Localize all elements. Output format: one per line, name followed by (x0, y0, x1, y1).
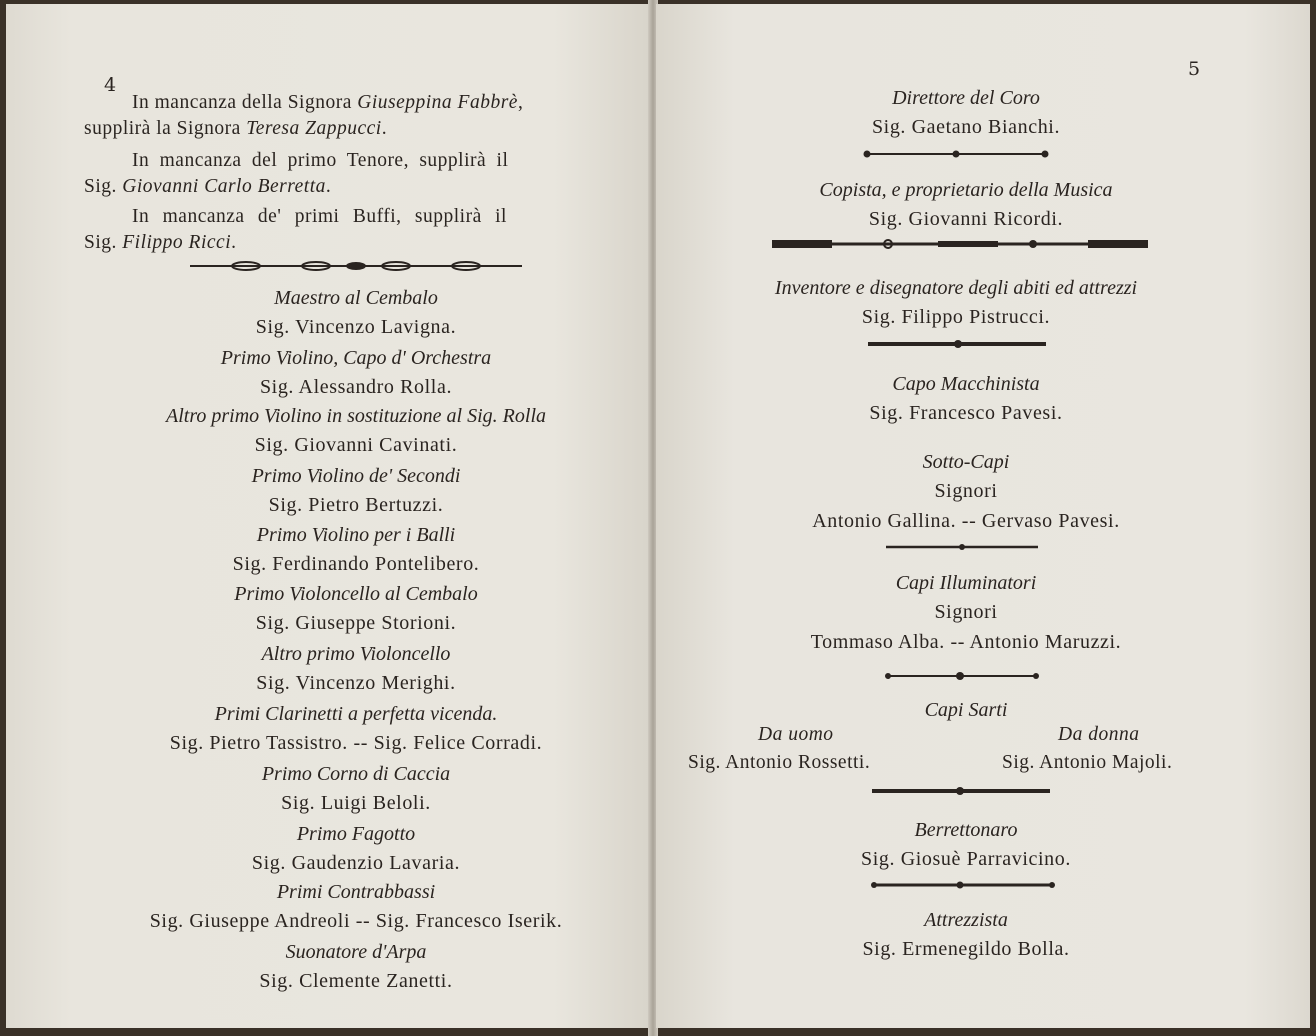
sarti-left-name: Sig. Antonio Rossetti. (688, 752, 871, 773)
entry-role: Maestro al Cembalo (274, 287, 438, 309)
entry-altro-primo-violino (6, 402, 650, 460)
intro-line: supplirà la Signora Teresa Zappucci. (84, 118, 388, 139)
entry-role: Berrettonaro (914, 819, 1018, 841)
entry-name: Sig. Giuseppe Andreoli -- Sig. Francesco Iserik. (149, 910, 563, 932)
entry-role: Primo Violino per i Balli (256, 524, 456, 546)
entry-fagotto (6, 820, 650, 878)
entry-name: Antonio Gallina. -- Gervaso Pavesi. (812, 510, 1120, 532)
entry-name: Sig. Pietro Tassistro. -- Sig. Felice Corradi. (169, 732, 543, 754)
entry-maestro (6, 284, 650, 342)
entry-name: Sig. Giovanni Cavinati. (254, 434, 458, 456)
entry-name: Sig. Giosuè Parravicino. (861, 848, 1071, 870)
sarti-right-label: Da donna (1058, 724, 1140, 745)
entry-clarinetti (6, 700, 650, 758)
ornament-divider (882, 671, 1042, 681)
entry-name: Sig. Alessandro Rolla. (259, 376, 453, 398)
entry-violino-secondi (6, 462, 650, 520)
entry-role: Sotto-Capi (922, 451, 1010, 473)
ornament-divider (868, 786, 1054, 796)
entry-altro-violoncello (6, 640, 650, 698)
entry-copista (656, 176, 1276, 234)
entry-role: Attrezzista (924, 909, 1008, 931)
entry-name: Sig. Pietro Bertuzzi. (268, 494, 444, 516)
intro-line: In mancanza del primo Tenore, supplirà il (132, 150, 509, 171)
entry-inventore (676, 274, 1236, 332)
entry-role: Altro primo Violoncello (261, 643, 451, 665)
entry-name: Sig. Francesco Pavesi. (869, 402, 1063, 424)
ornament-divider (861, 149, 1051, 159)
entry-name: Sig. Clemente Zanetti. (259, 970, 453, 992)
entry-direttore-coro (656, 84, 1276, 142)
entry-subtitle: Signori (934, 601, 998, 623)
entry-name: Sig. Gaudenzio Lavaria. (251, 852, 461, 874)
entry-corno (6, 760, 650, 818)
entry-name: Sig. Giovanni Ricordi. (868, 208, 1064, 230)
entry-name: Sig. Vincenzo Lavigna. (255, 316, 457, 338)
intro-line: Sig. Filippo Ricci. (84, 232, 237, 253)
entry-role: Capo Macchinista (892, 373, 1040, 395)
entry-illuminatori (656, 569, 1276, 657)
entry-violoncello-cembalo (6, 580, 650, 638)
intro-line: In mancanza de' primi Buffi, supplirà il (132, 206, 507, 227)
entry-role: Primo Violino de' Secondi (251, 465, 461, 487)
entry-attrezzista (656, 906, 1276, 964)
entry-role: Altro primo Violino in sostituzione al Sig. Rolla (165, 405, 546, 427)
ornament-divider (186, 260, 526, 272)
entry-name: Sig. Ermenegildo Bolla. (862, 938, 1070, 960)
entry-primo-violino (6, 344, 650, 402)
entry-role: Inventore e disegnatore degli abiti ed attrezzi (774, 277, 1138, 299)
page-number: 5 (1188, 58, 1201, 80)
entry-macchinista (656, 370, 1276, 428)
entry-role: Primo Fagotto (296, 823, 416, 845)
ornament-divider (768, 238, 1152, 250)
entry-berrettonaro (656, 816, 1276, 874)
right-page (656, 4, 1310, 1028)
entry-role: Primi Contrabbassi (276, 881, 436, 903)
ornament-divider (864, 339, 1050, 349)
entry-role: Primo Corno di Caccia (261, 763, 451, 785)
entry-name: Sig. Vincenzo Merighi. (256, 672, 456, 694)
intro-line: Sig. Giovanni Carlo Berretta. (84, 176, 332, 197)
ornament-divider (882, 542, 1042, 552)
entry-violino-balli (6, 521, 650, 579)
entry-sotto-capi (656, 448, 1276, 536)
entry-name: Sig. Luigi Beloli. (281, 792, 431, 814)
entry-role: Primi Clarinetti a perfetta vicenda. (214, 703, 498, 725)
entry-role: Capi Sarti (924, 699, 1008, 721)
ornament-divider (868, 880, 1058, 890)
entry-role: Primo Violino, Capo d' Orchestra (220, 347, 492, 369)
entry-subtitle: Signori (934, 480, 998, 502)
entry-name: Sig. Gaetano Bianchi. (871, 116, 1061, 138)
sarti-right-name: Sig. Antonio Majoli. (1002, 752, 1173, 773)
page-number: 4 (104, 74, 117, 96)
sarti-left-label: Da uomo (758, 724, 834, 745)
intro-line: In mancanza della Signora Giuseppina Fabbrè, (132, 92, 524, 113)
entry-role: Direttore del Coro (892, 87, 1040, 109)
entry-name: Sig. Giuseppe Storioni. (255, 612, 457, 634)
entry-arpa (6, 938, 650, 996)
entry-capi-sarti (656, 696, 1276, 724)
entry-role: Copista, e proprietario della Musica (819, 179, 1113, 201)
entry-role: Primo Violoncello al Cembalo (234, 583, 478, 605)
entry-role: Suonatore d'Arpa (285, 941, 427, 963)
entry-name: Sig. Ferdinando Pontelibero. (232, 553, 480, 575)
entry-name: Tommaso Alba. -- Antonio Maruzzi. (810, 631, 1122, 653)
left-page (6, 4, 650, 1028)
entry-name: Sig. Filippo Pistrucci. (861, 306, 1051, 328)
entry-contrabbassi (6, 878, 650, 936)
entry-role: Capi Illuminatori (895, 572, 1037, 594)
